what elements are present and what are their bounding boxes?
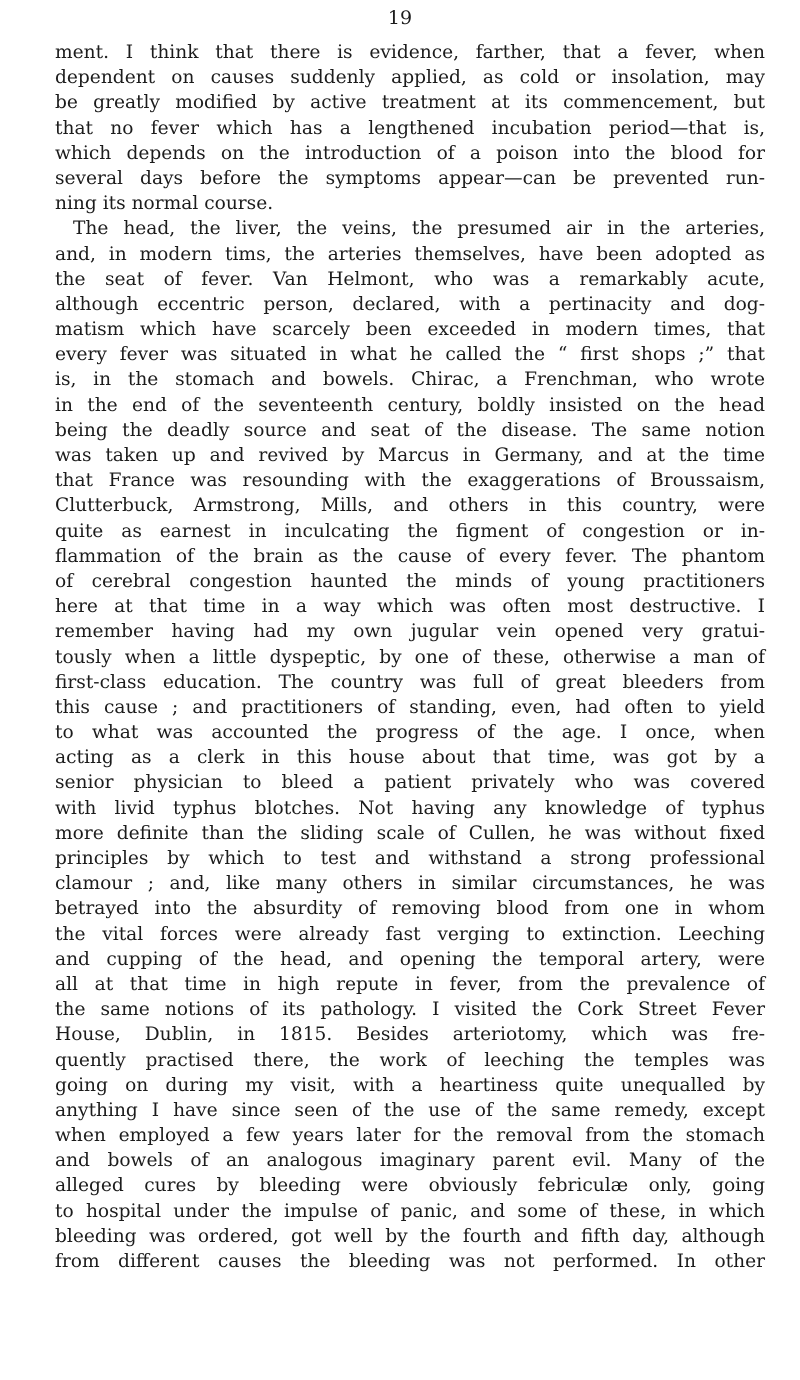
text-line: quently practised there, the work of leeching the temples was	[55, 1049, 765, 1071]
text-line: although eccentric person, declared, with a pertinacity and dog-	[55, 293, 765, 315]
text-line: remember having had my own jugular vein opened very gratui-	[55, 621, 765, 643]
text-line: anything I have since seen of the use of the same remedy, except	[55, 1099, 765, 1121]
text-line: from different causes the bleeding was not performed. In other	[55, 1251, 765, 1272]
text-line: all at that time in high repute in fever, from the prevalence of	[55, 973, 765, 995]
body-text	[55, 40, 765, 1274]
text-line: of cerebral congestion haunted the minds of young practitioners	[55, 570, 765, 592]
text-line: House, Dublin, in 1815. Besides arteriotomy, which was fre-	[55, 1024, 765, 1046]
text-line: flammation of the brain as the cause of every fever. The phantom	[55, 545, 765, 567]
text-line: betrayed into the absurdity of removing blood from one in whom	[55, 898, 765, 920]
text-line: first-class education. The country was full of great bleeders from	[55, 671, 765, 693]
text-line: when employed a few years later for the removal from the stomach	[55, 1125, 765, 1147]
text-line: was taken up and revived by Marcus in Germany, and at the time	[55, 445, 765, 466]
paragraph	[55, 216, 765, 1274]
text-line: bleeding was ordered, got well by the fourth and fifth day, although	[55, 1225, 765, 1247]
text-line: every fever was situated in what he called the “ first shops ;” that	[55, 344, 765, 366]
text-line: ning its normal course.	[55, 193, 274, 215]
text-line: and bowels of an analogous imaginary parent evil. Many of the	[55, 1150, 765, 1172]
text-line: that no fever which has a lengthened incubation period—that is,	[55, 117, 765, 139]
text-line: principles by which to test and withstand a strong professional	[55, 848, 765, 869]
text-line: this cause ; and practitioners of standing, even, had often to yield	[55, 696, 765, 718]
text-line: with livid typhus blotches. Not having any knowledge of typhus	[55, 797, 765, 819]
text-line: to what was accounted the progress of the age. I once, when	[55, 722, 765, 744]
text-line: the same notions of its pathology. I visited the Cork Street Fever	[55, 999, 765, 1021]
text-line: more definite than the sliding scale of Cullen, he was without fixed	[55, 822, 765, 844]
text-line: several days before the symptoms appear—can be prevented run-	[55, 167, 765, 189]
text-line: and, in modern tims, the arteries themselves, have been adopted as	[55, 243, 765, 265]
text-line: senior physician to bleed a patient privately who was covered	[55, 772, 765, 794]
text-line: The head, the liver, the veins, the presumed air in the arteries,	[73, 218, 765, 240]
text-line: matism which have scarcely been exceeded in modern times, that	[55, 319, 765, 341]
page-number: 19	[387, 7, 413, 29]
text-line: going on during my visit, with a heartiness quite unequalled by	[55, 1074, 765, 1096]
text-line: is, in the stomach and bowels. Chirac, a Frenchman, who wrote	[55, 369, 765, 391]
text-line: that France was resounding with the exaggerations of Broussaism,	[55, 470, 765, 492]
text-line: and cupping of the head, and opening the temporal artery, were	[55, 948, 765, 970]
text-line: quite as earnest in inculcating the figment of congestion or in-	[55, 520, 765, 542]
text-line: in the end of the seventeenth century, boldly insisted on the head	[55, 394, 765, 416]
text-line: Clutterbuck, Armstrong, Mills, and others in this country, were	[55, 495, 765, 517]
text-line: tously when a little dyspeptic, by one of these, otherwise a man of	[55, 646, 765, 668]
text-line: the seat of fever. Van Helmont, who was a remarkably acute,	[55, 268, 765, 290]
text-line: dependent on causes suddenly applied, as cold or insolation, may	[55, 67, 765, 89]
text-line: alleged cures by bleeding were obviously febriculæ only, going	[55, 1175, 765, 1197]
text-line: being the deadly source and seat of the disease. The same notion	[55, 419, 765, 441]
text-line: ment. I think that there is evidence, farther, that a fever, when	[55, 42, 765, 63]
text-line: the vital forces were already fast verging to extinction. Leeching	[55, 923, 765, 945]
text-line: which depends on the introduction of a poison into the blood for	[55, 142, 765, 164]
paragraph	[55, 40, 765, 216]
text-line: here at that time in a way which was often most destructive. I	[55, 596, 765, 618]
text-line: acting as a clerk in this house about that time, was got by a	[55, 747, 765, 769]
text-line: be greatly modified by active treatment at its commencement, but	[55, 92, 765, 114]
text-line: to hospital under the impulse of panic, and some of these, in which	[55, 1200, 765, 1222]
text-line: clamour ; and, like many others in similar circumstances, he was	[55, 873, 765, 895]
